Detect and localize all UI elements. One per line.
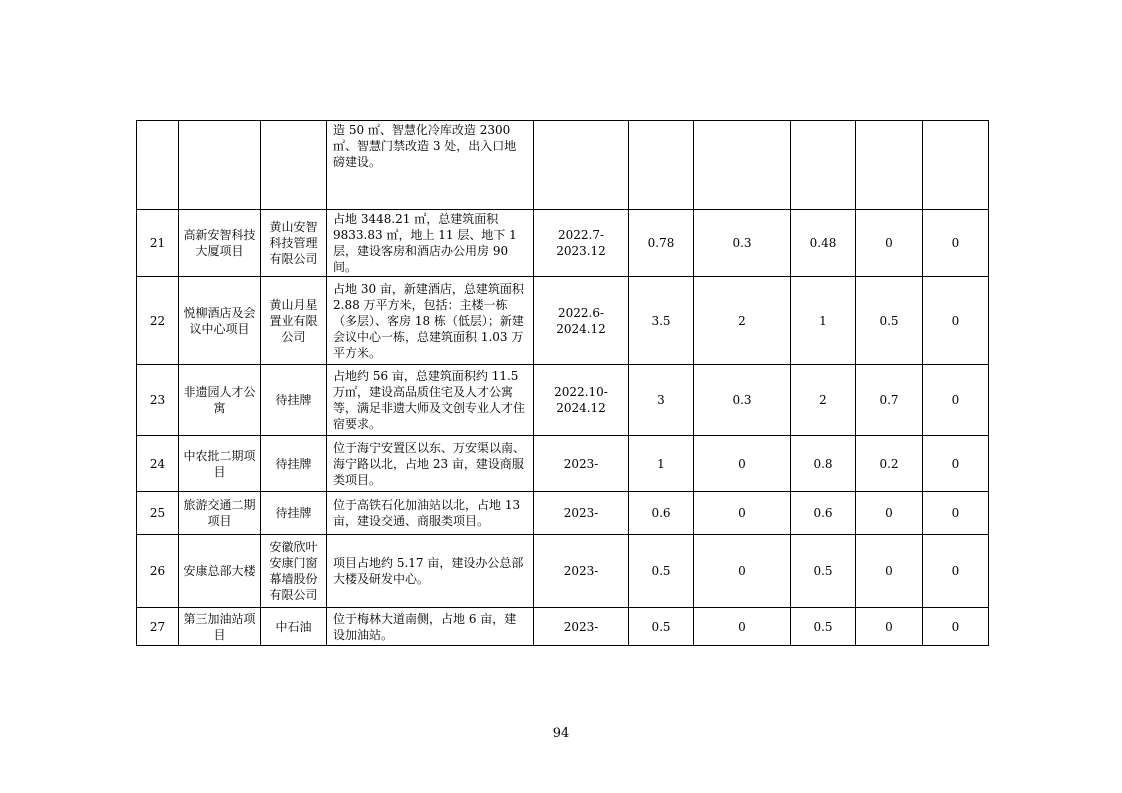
cell-value-2: 2: [694, 277, 791, 365]
cell-value-4: 0.2: [856, 436, 923, 492]
cell-value-3: [791, 121, 856, 210]
cell-value-5: 0: [923, 492, 989, 535]
cell-project-name: 第三加油站项目: [179, 608, 261, 646]
cell-project-name: 非遗园人才公寓: [179, 365, 261, 436]
cell-no: 25: [137, 492, 179, 535]
cell-description: 项目占地约 5.17 亩，建设办公总部大楼及研发中心。: [327, 535, 534, 608]
cell-period: 2022.7-2023.12: [534, 210, 629, 277]
cell-no: [137, 121, 179, 210]
cell-period: 2023-: [534, 492, 629, 535]
cell-no: 21: [137, 210, 179, 277]
project-table: [136, 120, 989, 646]
cell-value-3: 0.5: [791, 608, 856, 646]
cell-description: 位于梅林大道南侧，占地 6 亩，建设加油站。: [327, 608, 534, 646]
cell-value-1: 1: [629, 436, 694, 492]
cell-value-1: 3: [629, 365, 694, 436]
cell-project-name: 高新安智科技大厦项目: [179, 210, 261, 277]
cell-description: 占地 3448.21 ㎡，总建筑面积 9833.83 ㎡，地上 11 层、地下 1 层，建设客房和酒店办公用房 90 间。: [327, 210, 534, 277]
cell-project-name: [179, 121, 261, 210]
table-row: [137, 210, 989, 277]
cell-company: 待挂牌: [261, 365, 327, 436]
cell-value-3: 1: [791, 277, 856, 365]
cell-value-2: 0: [694, 608, 791, 646]
cell-description: 造 50 ㎡、智慧化冷库改造 2300 ㎡、智慧门禁改造 3 处，出入口地磅建设。: [327, 121, 534, 210]
table-row-continuation: [137, 121, 989, 210]
cell-no: 22: [137, 277, 179, 365]
cell-value-4: 0: [856, 210, 923, 277]
cell-value-4: 0.5: [856, 277, 923, 365]
cell-value-3: 0.5: [791, 535, 856, 608]
cell-value-2: [694, 121, 791, 210]
cell-description: 占地约 56 亩，总建筑面积约 11.5 万㎡，建设高品质住宅及人才公寓等，满足非遗大师及文创专业人才住宿要求。: [327, 365, 534, 436]
table-row: [137, 277, 989, 365]
cell-description: 位于海宁安置区以东、万安渠以南、海宁路以北，占地 23 亩，建设商服类项目。: [327, 436, 534, 492]
cell-value-3: 0.48: [791, 210, 856, 277]
table-row: [137, 436, 989, 492]
cell-description: 位于高铁石化加油站以北，占地 13 亩，建设交通、商服类项目。: [327, 492, 534, 535]
cell-company: [261, 121, 327, 210]
cell-period: 2022.10-2024.12: [534, 365, 629, 436]
cell-value-4: [856, 121, 923, 210]
cell-value-4: 0: [856, 492, 923, 535]
cell-project-name: 旅游交通二期项目: [179, 492, 261, 535]
cell-period: [534, 121, 629, 210]
table-row: [137, 492, 989, 535]
cell-no: 26: [137, 535, 179, 608]
cell-value-5: 0: [923, 210, 989, 277]
cell-value-4: 0: [856, 535, 923, 608]
cell-value-5: 0: [923, 365, 989, 436]
cell-company: 待挂牌: [261, 492, 327, 535]
cell-description: 占地 30 亩，新建酒店，总建筑面积 2.88 万平方米，包括：主楼一栋（多层）、客房 18 栋（低层）；新建会议中心一栋，总建筑面积 1.03 万平方米。: [327, 277, 534, 365]
cell-value-1: 0.5: [629, 535, 694, 608]
table-row: [137, 608, 989, 646]
cell-value-1: 0.5: [629, 608, 694, 646]
cell-company: 安徽欣叶安康门窗幕墙股份有限公司: [261, 535, 327, 608]
cell-period: 2023-: [534, 436, 629, 492]
cell-no: 23: [137, 365, 179, 436]
cell-company: 黄山安智科技管理有限公司: [261, 210, 327, 277]
cell-value-5: 0: [923, 535, 989, 608]
cell-value-3: 0.8: [791, 436, 856, 492]
cell-period: 2022.6-2024.12: [534, 277, 629, 365]
cell-value-5: 0: [923, 608, 989, 646]
cell-no: 24: [137, 436, 179, 492]
cell-project-name: 安康总部大楼: [179, 535, 261, 608]
cell-project-name: 悦柳酒店及会议中心项目: [179, 277, 261, 365]
cell-value-1: 0.6: [629, 492, 694, 535]
cell-company: 中石油: [261, 608, 327, 646]
cell-period: 2023-: [534, 608, 629, 646]
cell-value-5: [923, 121, 989, 210]
table-row: [137, 535, 989, 608]
cell-value-1: 0.78: [629, 210, 694, 277]
cell-value-4: 0.7: [856, 365, 923, 436]
cell-value-2: 0: [694, 492, 791, 535]
cell-value-3: 0.6: [791, 492, 856, 535]
cell-value-2: 0: [694, 535, 791, 608]
cell-value-5: 0: [923, 277, 989, 365]
cell-value-5: 0: [923, 436, 989, 492]
cell-period: 2023-: [534, 535, 629, 608]
cell-company: 待挂牌: [261, 436, 327, 492]
cell-value-2: 0: [694, 436, 791, 492]
cell-value-2: 0.3: [694, 365, 791, 436]
cell-value-4: 0: [856, 608, 923, 646]
cell-value-3: 2: [791, 365, 856, 436]
page-number: 94: [552, 726, 570, 741]
cell-no: 27: [137, 608, 179, 646]
cell-value-1: 3.5: [629, 277, 694, 365]
table-row: [137, 365, 989, 436]
cell-value-1: [629, 121, 694, 210]
cell-project-name: 中农批二期项目: [179, 436, 261, 492]
cell-value-2: 0.3: [694, 210, 791, 277]
cell-company: 黄山月星置业有限公司: [261, 277, 327, 365]
